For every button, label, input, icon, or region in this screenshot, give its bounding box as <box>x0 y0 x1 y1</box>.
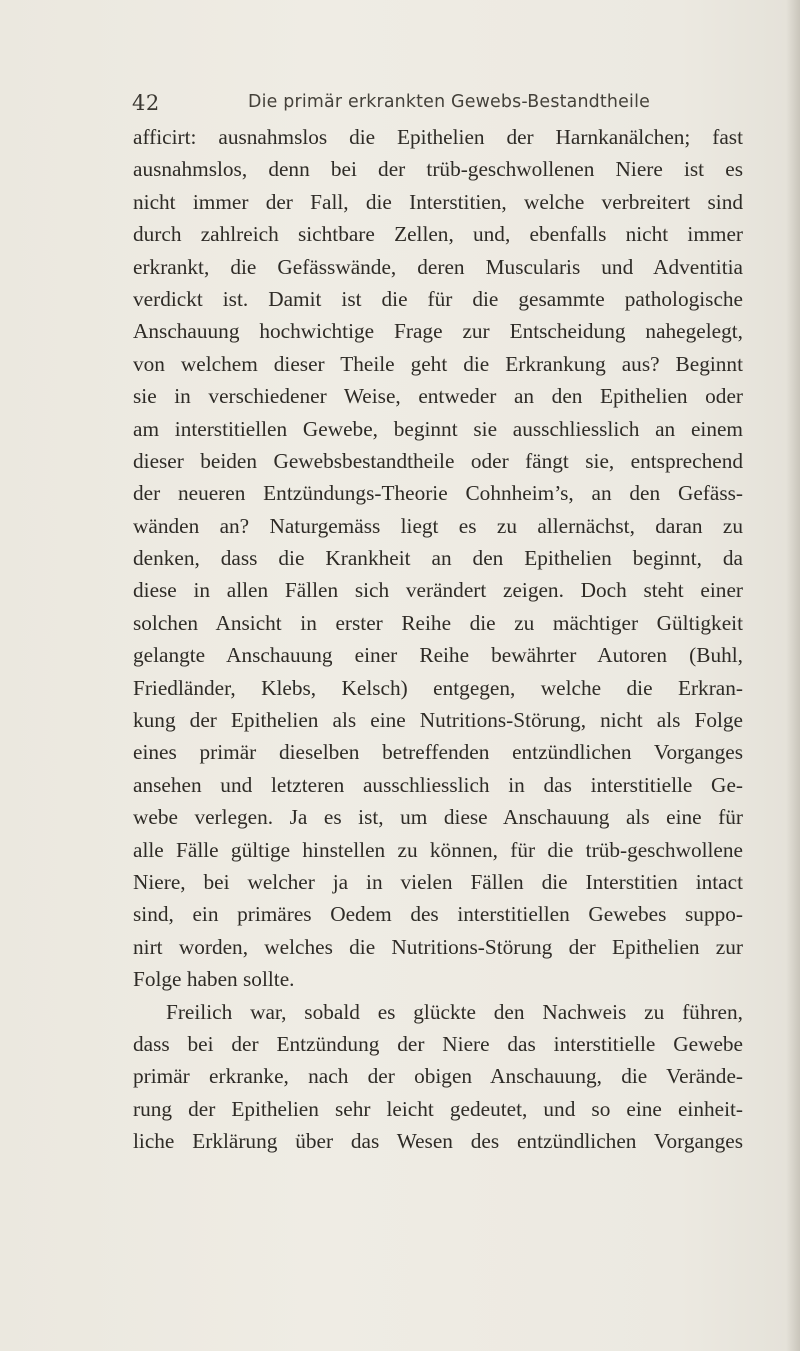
paragraph-1 <box>133 121 743 996</box>
text-line: gelangte Anschauung einer Reihe bewährter Autoren (Buhl, <box>133 643 743 668</box>
body-text <box>133 121 743 1158</box>
text-line: ausnahmslos, denn bei der trüb-geschwollenen Niere ist es <box>133 157 743 182</box>
text-line: verdickt ist. Damit ist die für die gesammte pathologische <box>133 286 743 311</box>
text-line: wänden an? Naturgemäss liegt es zu allernächst, daran zu <box>133 513 743 538</box>
text-line: erkrankt, die Gefässwände, deren Muscularis und Adventitia <box>133 254 743 279</box>
text-line: Folge haben sollte. <box>133 967 295 992</box>
text-line: solchen Ansicht in erster Reihe die zu mächtiger Gültigkeit <box>133 610 743 635</box>
text-line: webe verlegen. Ja es ist, um diese Anschauung als eine für <box>133 805 743 830</box>
text-line: am interstitiellen Gewebe, beginnt sie ausschliesslich an einem <box>133 416 743 441</box>
page-edge-shadow <box>786 0 800 1351</box>
text-line: eines primär dieselben betreffenden entzündlichen Vorganges <box>133 740 743 765</box>
text-line: der neueren Entzündungs-Theorie Cohnheim’s, an den Gefäss- <box>133 481 743 506</box>
text-line: nirt worden, welches die Nutritions-Störung der Epithelien zur <box>133 934 743 959</box>
text-line: diese in allen Fällen sich verändert zeigen. Doch steht einer <box>133 578 743 603</box>
text-line: Friedländer, Klebs, Kelsch) entgegen, welche die Erkran- <box>133 675 743 700</box>
paragraph-2 <box>133 996 743 1158</box>
text-line: dass bei der Entzündung der Niere das interstitielle Gewebe <box>133 1031 743 1056</box>
text-line: sind, ein primäres Oedem des interstitiellen Gewebes suppo- <box>133 902 743 927</box>
running-head: Die primär erkrankten Gewebs-Bestandtheile <box>248 92 651 112</box>
text-line: Freilich war, sobald es glückte den Nachweis zu führen, <box>166 999 743 1024</box>
text-line: Anschauung hochwichtige Frage zur Entscheidung nahegelegt, <box>133 319 743 344</box>
text-line: durch zahlreich sichtbare Zellen, und, ebenfalls nicht immer <box>133 222 743 247</box>
text-line: afficirt: ausnahmslos die Epithelien der Harnkanälchen; fast <box>133 125 743 149</box>
text-line: sie in verschiedener Weise, entweder an den Epithelien oder <box>133 384 743 409</box>
text-line: dieser beiden Gewebsbestandtheile oder fängt sie, entsprechend <box>133 448 743 473</box>
text-line: Niere, bei welcher ja in vielen Fällen die Interstitien intact <box>133 869 743 894</box>
text-line: von welchem dieser Theile geht die Erkrankung aus? Beginnt <box>133 351 743 376</box>
page-number: 42 <box>132 91 160 115</box>
text-line: nicht immer der Fall, die Interstitien, welche verbreitert sind <box>133 189 743 214</box>
text-line: ansehen und letzteren ausschliesslich in das interstitielle Ge- <box>133 772 743 797</box>
text-line: rung der Epithelien sehr leicht gedeutet, und so eine einheit- <box>133 1096 743 1121</box>
text-line: kung der Epithelien als eine Nutritions-Störung, nicht als Folge <box>133 708 743 733</box>
text-line: liche Erklärung über das Wesen des entzündlichen Vorganges <box>133 1129 743 1154</box>
text-line: denken, dass die Krankheit an den Epithelien beginnt, da <box>133 546 743 571</box>
page-header <box>132 91 712 115</box>
text-line: primär erkranke, nach der obigen Anschauung, die Verände- <box>133 1064 743 1089</box>
text-line: alle Fälle gültige hinstellen zu können, für die trüb-geschwollene <box>133 837 743 862</box>
